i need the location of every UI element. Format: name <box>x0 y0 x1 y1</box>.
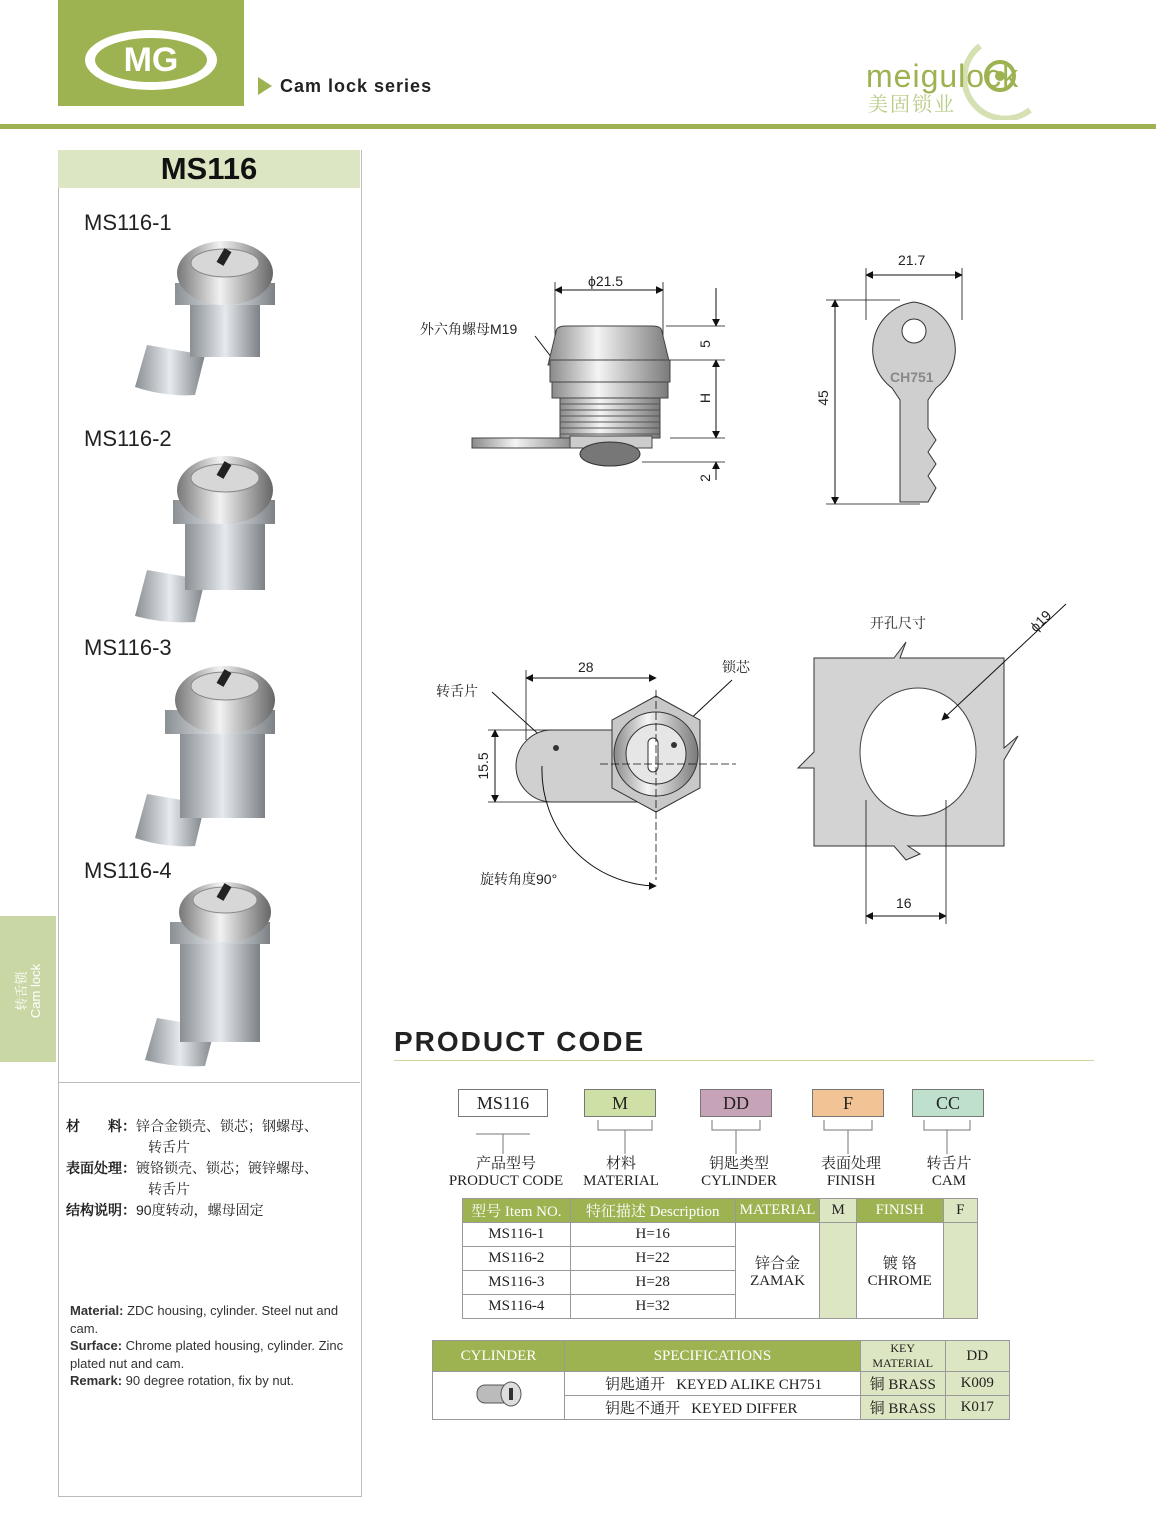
svg-text:21.7: 21.7 <box>898 252 926 268</box>
table-row: MS116-2 H=22 <box>463 1247 978 1271</box>
table-row: MS116-4 H=32 <box>463 1295 978 1319</box>
side-view <box>420 273 725 482</box>
key-material-header: KEY MATERIAL <box>860 1341 945 1372</box>
header-divider <box>0 124 1156 129</box>
series-label: Cam lock series <box>258 76 432 97</box>
product-code-divider <box>394 1060 1094 1061</box>
key-drawing <box>815 252 962 504</box>
m-header: M <box>820 1199 857 1223</box>
svg-text:15.5: 15.5 <box>475 752 491 780</box>
finish-cell: 镀 铬 CHROME <box>856 1223 943 1319</box>
svg-text:ϕ19: ϕ19 <box>1026 606 1055 635</box>
code-box-product: MS116 <box>458 1089 548 1117</box>
variant-label-2: MS116-2 <box>84 426 172 451</box>
cylinder-table <box>432 1340 1010 1420</box>
arrow-icon <box>258 77 272 95</box>
side-tab-label: 转舌锁 Cam lock <box>14 963 43 1019</box>
spec-english <box>70 1302 350 1390</box>
lock-image-1 <box>125 235 295 405</box>
finish-header: FINISH <box>856 1199 943 1223</box>
f-cell <box>943 1223 978 1319</box>
spec-surface-cn-2: 转舌片 <box>148 1181 190 1197</box>
mg-logo <box>58 0 244 106</box>
cylinder-header: CYLINDER <box>433 1341 565 1372</box>
item-table <box>462 1198 978 1319</box>
table-row: 钥匙通开 KEYED ALIKE CH751 铜 BRASS K009 <box>433 1372 1010 1396</box>
technical-drawing <box>380 240 1100 940</box>
code-box-finish: F <box>812 1089 884 1117</box>
code-label-finish: 表面处理 FINISH <box>820 1156 881 1189</box>
brand-name-cn: 美固锁业 <box>868 94 956 116</box>
svg-text:2: 2 <box>697 474 713 482</box>
svg-text:外六角螺母M19: 外六角螺母M19 <box>420 321 518 337</box>
material-header: MATERIAL <box>735 1199 820 1223</box>
cylinder-image-cell <box>433 1372 565 1420</box>
specifications-header: SPECIFICATIONS <box>565 1341 861 1372</box>
m-cell <box>820 1223 857 1319</box>
spec-surface-en: Surface: Chrome plated housing, cylinder. Zinc plated nut and cam. <box>70 1338 344 1371</box>
cylinder-image <box>469 1373 529 1413</box>
spec-surface-cn: 表面处理：镀铬锁壳、锁芯；镀锌螺母、 <box>66 1160 318 1176</box>
lock-image-2 <box>125 450 295 630</box>
code-box-material: M <box>584 1089 656 1117</box>
spec-material-cn: 材 料：锌合金锁壳、锁芯；钢螺母、 <box>66 1118 318 1134</box>
table-row: MS116-3 H=28 <box>463 1271 978 1295</box>
logo-panel <box>58 0 244 106</box>
table-row: MS116-1 H=16 锌合金 ZAMAK 镀 铬 CHROME <box>463 1223 978 1247</box>
code-brackets <box>440 1118 1000 1158</box>
lock-image-4 <box>125 878 295 1068</box>
table-row: 钥匙不通开 KEYED DIFFER 铜 BRASS K017 <box>433 1396 1010 1420</box>
code-box-cam: CC <box>912 1089 984 1117</box>
code-label-product: 产品型号 PRODUCT CODE <box>448 1156 564 1189</box>
code-label-cam: 转舌片 CAM <box>926 1156 972 1189</box>
svg-text:28: 28 <box>578 659 594 675</box>
svg-text:5: 5 <box>697 340 713 348</box>
variant-label-1: MS116-1 <box>84 210 172 235</box>
lock-image-3 <box>125 660 295 850</box>
svg-text:转舌片: 转舌片 <box>436 683 478 699</box>
svg-text:45: 45 <box>815 390 831 406</box>
spec-material-en: Material: ZDC housing, cylinder. Steel nut and cam. <box>70 1303 339 1336</box>
svg-text:旋转角度90°: 旋转角度90° <box>480 871 558 887</box>
model-title: MS116 <box>58 150 360 188</box>
spec-material-cn-2: 转舌片 <box>148 1139 190 1155</box>
variant-label-4: MS116-4 <box>84 858 172 883</box>
svg-text:16: 16 <box>896 895 912 911</box>
code-box-cylinder: DD <box>700 1089 772 1117</box>
front-view <box>436 659 751 887</box>
spec-divider <box>58 1082 360 1083</box>
logo-text: MG <box>123 41 179 79</box>
code-label-cylinder: 钥匙类型 CYLINDER <box>701 1156 777 1189</box>
svg-text:ϕ21.5: ϕ21.5 <box>588 273 624 289</box>
spec-remark-cn: 结构说明：90度转动，螺母固定 <box>66 1202 264 1218</box>
description-header: 特征描述 Description <box>570 1199 735 1223</box>
brand-name: meigulock <box>866 58 1020 94</box>
product-code-title: PRODUCT CODE <box>394 1026 646 1057</box>
svg-text:锁芯: 锁芯 <box>722 659 750 675</box>
spec-remark-en: Remark: 90 degree rotation, fix by nut. <box>70 1373 295 1388</box>
item-header: 型号 Item NO. <box>463 1199 571 1223</box>
svg-text:CH751: CH751 <box>890 369 934 385</box>
material-cell: 锌合金 ZAMAK <box>735 1223 820 1319</box>
code-label-material: 材料 MATERIAL <box>583 1156 659 1189</box>
svg-text:H: H <box>697 392 713 404</box>
svg-text:开孔尺寸: 开孔尺寸 <box>870 615 926 631</box>
cutout-drawing <box>798 604 1066 924</box>
dd-header: DD <box>945 1341 1009 1372</box>
variant-label-3: MS116-3 <box>84 635 172 660</box>
f-header: F <box>943 1199 978 1223</box>
